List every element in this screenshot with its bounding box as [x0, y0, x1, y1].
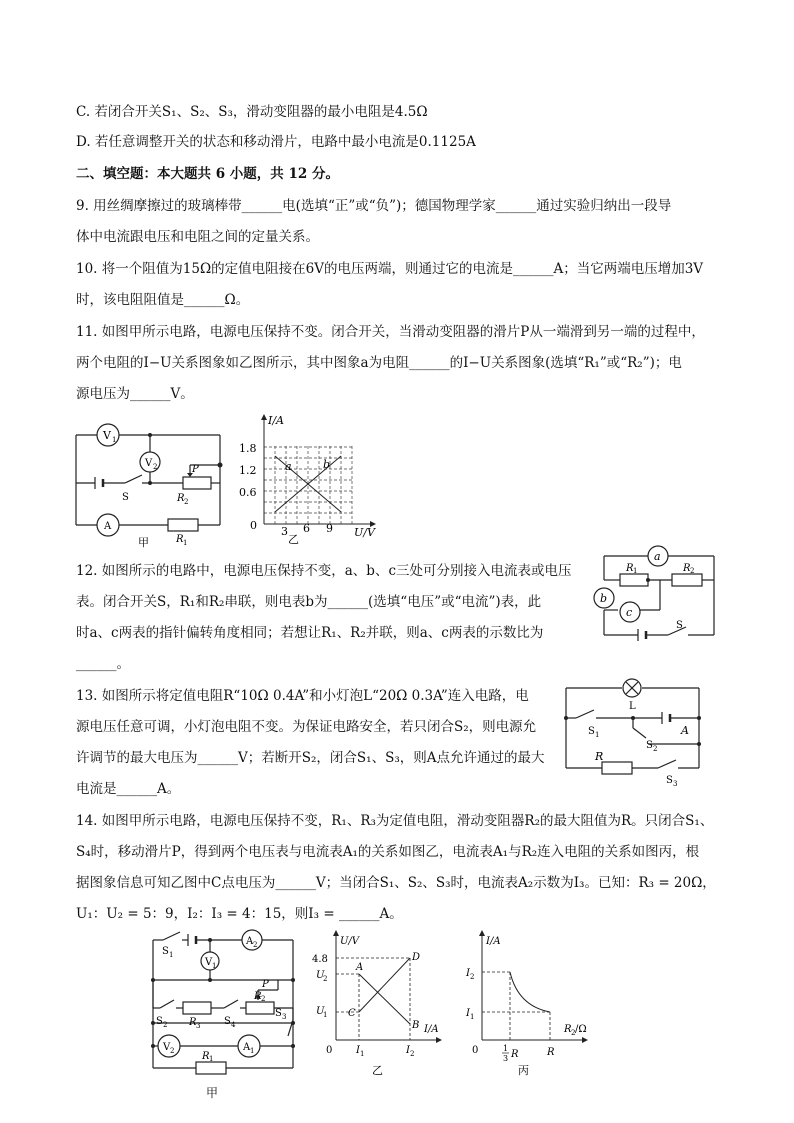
y-tick: 0.6 — [239, 486, 257, 499]
svg-text:U: U — [316, 970, 325, 981]
point-d: D — [412, 952, 421, 963]
svg-text:1: 1 — [183, 539, 188, 547]
q9-line1: 9. 用丝绸摩擦过的玻璃棒带______电(选填“正”或“负”)；德国物理学家______通过实验归纳出一段导 — [76, 198, 672, 214]
svg-text:2: 2 — [410, 1050, 415, 1058]
svg-text:R: R — [547, 1047, 555, 1058]
svg-text:I: I — [466, 1008, 470, 1019]
switch-label: S — [122, 492, 129, 503]
q12-line3: 时a、c两表的指针偏转角度相同；若想让R₁、R₂并联，则a、c两表的示数比为 — [76, 625, 544, 641]
figure-14-ui-chart — [312, 928, 452, 1078]
q9-line2: 体中电流跟电压和电阻之间的定量关系。 — [76, 229, 319, 245]
q10-line1: 10. 将一个阻值为15Ω的定值电阻接在6V的电压两端，则通过它的电流是______A；当它两端电压增加3V — [76, 261, 704, 277]
svg-text:2: 2 — [253, 941, 258, 949]
q14-line4: U₁：U₂ = 5：9，I₂：I₃ = 4：15，则I₃ = ______A。 — [76, 906, 403, 922]
svg-text:1: 1 — [323, 1011, 328, 1019]
q11-line2: 两个电阻的I−U关系图象如乙图所示，其中图象a为电阻______的I−U关系图象(选填“R₁”或“R₂”)；电 — [76, 355, 682, 371]
svg-text:1: 1 — [212, 962, 217, 970]
y-tick: 1.8 — [239, 442, 257, 455]
svg-text:S: S — [162, 946, 169, 957]
meter-a-label: a — [654, 550, 661, 563]
svg-text:4: 4 — [231, 1021, 236, 1029]
svg-text:2: 2 — [470, 973, 475, 981]
q11-line1: 11. 如图甲所示电路，电源电压保持不变。闭合开关，当滑动变阻器的滑片P从一端滑到另一端的过程中， — [76, 324, 705, 340]
svg-text:1: 1 — [470, 1013, 475, 1021]
x-tick: 6 — [303, 522, 310, 535]
svg-text:R: R — [626, 563, 634, 574]
ammeter-label: A — [104, 521, 112, 532]
svg-text:2: 2 — [653, 745, 658, 753]
svg-text:2: 2 — [184, 498, 189, 506]
svg-text:1: 1 — [503, 1044, 509, 1053]
svg-text:I: I — [466, 968, 470, 979]
q13-line2: 源电压任意可调，小灯泡电阻不变。为保证电路安全，若只闭合S₂，则电源允 — [76, 719, 537, 735]
x-tick: 3 — [281, 525, 288, 538]
svg-text:V: V — [163, 1042, 171, 1053]
svg-text:I: I — [356, 1045, 360, 1056]
q13-line3: 许调节的最大电压为______V；若断开S₂，闭合S₁、S₃，则A点允许通过的最大 — [76, 750, 545, 766]
svg-text:I: I — [406, 1045, 410, 1056]
q10-line2: 时，该电阻阻值是______Ω。 — [76, 292, 250, 308]
svg-text:2: 2 — [571, 1029, 576, 1037]
svg-text:S: S — [275, 1008, 282, 1019]
point-b: B — [412, 1020, 420, 1031]
svg-text:3: 3 — [196, 1022, 201, 1030]
meter-c-label: c — [626, 606, 633, 619]
q11-line3: 源电压为______V。 — [76, 386, 194, 402]
origin-label: 0 — [326, 1045, 333, 1056]
svg-text:S: S — [224, 1016, 231, 1027]
q14-line1: 14. 如图甲所示电路，电源电压保持不变，R₁、R₃为定值电阻，滑动变阻器R₂的最大阻值为R。只闭合S₁、 — [76, 813, 714, 829]
figure-caption: 乙 — [372, 1064, 383, 1077]
y-tick: 4.8 — [312, 954, 328, 965]
svg-text:2: 2 — [153, 463, 158, 471]
y-axis-label: I/A — [268, 414, 284, 427]
svg-text:2: 2 — [323, 975, 328, 983]
svg-text:U: U — [316, 1006, 325, 1017]
svg-text:3: 3 — [503, 1054, 509, 1063]
y-axis-label: I/A — [486, 936, 501, 947]
x-axis-label: I/A — [424, 1024, 439, 1035]
svg-text:/Ω: /Ω — [575, 1024, 587, 1035]
svg-text:A: A — [243, 1042, 251, 1053]
figure-caption: 乙 — [288, 533, 299, 544]
svg-text:1: 1 — [169, 951, 174, 959]
svg-text:S: S — [588, 726, 595, 737]
svg-text:1: 1 — [595, 731, 600, 739]
svg-text:R: R — [511, 1049, 519, 1060]
y-axis-label: U/V — [340, 936, 360, 947]
q12-line4: ______。 — [76, 656, 130, 672]
figure-12-circuit — [590, 542, 720, 642]
option-d: D. 若任意调整开关的状态和移动滑片，电路中最小电流是0.1125A — [76, 134, 476, 150]
svg-text:1: 1 — [633, 567, 638, 575]
option-c: C. 若闭合开关S₁、S₂、S₃，滑动变阻器的最小电阻是4.5Ω — [76, 104, 428, 120]
svg-text:R: R — [176, 534, 184, 545]
svg-text:1: 1 — [112, 436, 117, 444]
x-tick: 9 — [326, 522, 333, 535]
figure-11-circuit — [70, 420, 230, 550]
series-b-label: b — [323, 458, 331, 471]
svg-text:S: S — [156, 1016, 163, 1027]
figure-14-circuit — [138, 928, 308, 1078]
figure-caption: 甲 — [138, 536, 149, 549]
svg-text:2: 2 — [163, 1021, 168, 1029]
svg-text:3: 3 — [673, 780, 678, 788]
resistor-label: R — [595, 750, 604, 763]
figure-11-iu-chart — [238, 412, 398, 544]
svg-text:R: R — [189, 1017, 197, 1028]
svg-text:2: 2 — [690, 567, 695, 575]
figure-caption: 丙 — [518, 1064, 529, 1077]
svg-text:R: R — [202, 1051, 210, 1062]
origin-label: 0 — [250, 519, 257, 532]
q13-line1: 13. 如图所示将定值电阻R“10Ω 0.4A”和小灯泡L“20Ω 0.3A”连入电路，电 — [76, 688, 529, 704]
svg-text:1: 1 — [250, 1047, 255, 1055]
v1-label: V — [103, 429, 111, 442]
svg-text:2: 2 — [261, 995, 266, 1003]
x-axis-label: R — [564, 1024, 572, 1035]
q12-line1: 12. 如图所示的电路中，电源电压保持不变，a、b、c三处可分别接入电流表或电压 — [76, 563, 572, 579]
point-c: C — [348, 1008, 356, 1019]
y-tick: 1.2 — [239, 464, 257, 477]
q12-line2: 表。闭合开关S，R₁和R₂串联，则电表b为______(选填“电压”或“电流”)表，此 — [76, 594, 542, 610]
svg-text:2: 2 — [170, 1047, 175, 1055]
svg-text:A: A — [246, 936, 254, 947]
origin-label: 0 — [472, 1045, 479, 1056]
svg-text:1: 1 — [360, 1050, 365, 1058]
svg-text:P: P — [262, 979, 269, 990]
meter-b-label: b — [600, 592, 608, 605]
svg-text:3: 3 — [282, 1013, 287, 1021]
svg-text:R: R — [254, 991, 262, 1002]
svg-text:R: R — [177, 493, 185, 504]
svg-text:R: R — [683, 563, 691, 574]
slider-label: P — [192, 464, 199, 475]
svg-text:S: S — [666, 775, 673, 786]
point-a: A — [356, 962, 364, 973]
figure-14-ir-chart — [460, 928, 600, 1078]
v2-label: V — [145, 458, 153, 469]
svg-text:V: V — [205, 957, 213, 968]
switch-label: S — [676, 620, 683, 631]
q13-line4: 电流是______A。 — [76, 781, 181, 797]
point-a-label: A — [681, 724, 689, 737]
series-a-label: a — [285, 460, 292, 473]
section-heading: 二、填空题：本大题共 6 小题，共 12 分。 — [76, 166, 339, 182]
figure-caption: 甲 — [206, 1086, 219, 1100]
lamp-label: L — [629, 701, 636, 712]
figure-13-circuit — [558, 676, 708, 788]
svg-text:1: 1 — [209, 1055, 214, 1063]
svg-text:S: S — [646, 740, 653, 751]
q14-line2: S₄时，移动滑片P，得到两个电压表与电流表A₁的关系如图乙，电流表A₁与R₂连入电阻的关系如图丙，根 — [76, 844, 700, 860]
x-axis-label: U/V — [354, 526, 375, 539]
q14-line3: 据图象信息可知乙图中C点电压为______V；当闭合S₁、S₂、S₃时，电流表A₂示数为I₃。已知：R₃ = 20Ω， — [76, 875, 716, 891]
